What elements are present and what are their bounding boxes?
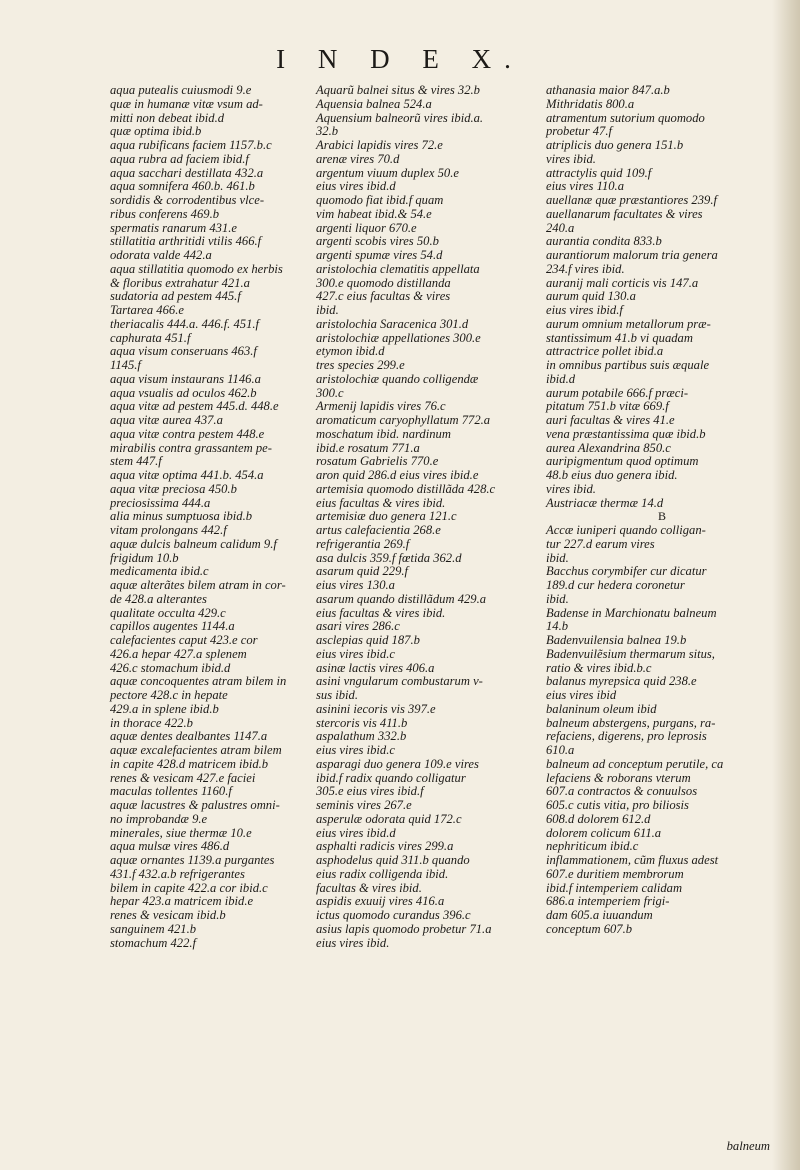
index-entry: quæ in humanæ vitæ vsum ad- xyxy=(110,96,263,111)
index-entry: ibid.f intemperiem calidam xyxy=(546,880,683,895)
index-entry: etymon ibid.d xyxy=(316,344,385,359)
index-entry: asari vires 286.c xyxy=(316,619,400,634)
index-entry: bilem in capite 422.a cor ibid.c xyxy=(110,880,268,895)
index-entry: aqua vitæ preciosa 450.b xyxy=(110,481,237,496)
index-entry: tres species 299.e xyxy=(316,358,405,372)
index-entry: 189.d cur hedera coronetur xyxy=(546,578,685,592)
index-column-2 xyxy=(316,84,548,950)
index-entry: conceptum 607.b xyxy=(546,921,633,936)
index-column-3-a-entries xyxy=(546,84,778,510)
index-entry: eius facultas & vires ibid. xyxy=(316,495,446,510)
index-entry: eius vires ibid.c xyxy=(316,743,395,757)
index-entry: aqua putealis cuiusmodi 9.e xyxy=(110,83,252,97)
index-entry: aspidis exuuij vires 416.a xyxy=(316,894,445,909)
index-entry: stomachum 422.f xyxy=(110,935,197,950)
index-entry: dolorem colicum 611.a xyxy=(546,825,662,840)
index-entry: eius vires ibid.d xyxy=(316,179,396,194)
index-entry: ibid.e rosatum 771.a xyxy=(316,440,420,455)
index-entry: vim habeat ibid.& 54.e xyxy=(316,206,432,221)
index-entry: argenti scobis vires 50.b xyxy=(316,234,439,249)
index-entry: asa dulcis 359.f fœtida 362.d xyxy=(316,550,462,565)
index-entry: aquæ ornantes 1139.a purgantes xyxy=(110,853,275,867)
catchword: balneum xyxy=(726,1139,770,1154)
index-entry: sanguinem 421.b xyxy=(110,921,197,936)
index-entry: spermatis ranarum 431.e xyxy=(110,220,237,235)
index-entry: aquæ concoquentes atram bilem in xyxy=(110,674,287,689)
index-entry: aristolochia Saracenica 301.d xyxy=(316,316,469,331)
index-entry: aqua stillatitia quomodo ex herbis xyxy=(110,261,283,276)
index-entry: aqua rubificans faciem 1157.b.c xyxy=(110,138,272,152)
index-entry: attractylis quid 109.f xyxy=(546,165,652,180)
index-entry: ibid. xyxy=(316,303,339,317)
index-entry: ratio & vires ibid.b.c xyxy=(546,660,652,675)
index-entry: stillatitia arthritidi vtilis 466.f xyxy=(110,234,262,249)
index-entry: asparagi duo genera 109.e vires xyxy=(316,756,479,771)
index-entry: moschatum ibid. nardinum xyxy=(316,426,451,441)
index-entry: facultas & vires ibid. xyxy=(316,880,422,895)
index-entry: qualitate occulta 429.c xyxy=(110,605,226,620)
index-entry: aqua mulsæ vires 486.d xyxy=(110,839,230,854)
index-entry: 610.a xyxy=(546,743,575,757)
index-entry: 605.c cutis vitia, pro biliosis xyxy=(546,798,689,812)
index-entry: ribus conferens 469.b xyxy=(110,206,220,221)
index-entry: Accæ iuniperi quando colligan- xyxy=(546,523,706,537)
index-entry: balanus myrepsica quid 238.e xyxy=(546,674,697,689)
index-entry: Badense in Marchionatu balneum xyxy=(546,605,717,620)
index-column-1 xyxy=(110,84,342,950)
index-entry: ibid.d xyxy=(546,371,576,386)
index-entry: athanasia maior 847.a.b xyxy=(546,83,670,97)
index-entry: aqua somnifera 460.b. 461.b xyxy=(110,179,255,194)
index-entry: calefacientes caput 423.e cor xyxy=(110,633,258,647)
index-entry: aristolochiæ quando colligendæ xyxy=(316,371,479,386)
index-entry: pectore 428.c in hepate xyxy=(110,688,228,702)
index-entry: 607.a contractos & conuulsos xyxy=(546,784,698,799)
index-entry: vires ibid. xyxy=(546,481,596,496)
index-entry: argenti spumæ vires 54.d xyxy=(316,248,443,262)
index-entry: Armenij lapidis vires 76.c xyxy=(316,399,446,414)
index-entry: aquæ dulcis balneum calidum 9.f xyxy=(110,536,277,551)
index-entry: asarum quid 229.f xyxy=(316,564,409,579)
index-entry: auripigmentum quod optimum xyxy=(546,454,699,469)
index-entry: vires ibid. xyxy=(546,151,596,166)
index-entry: Austriacæ thermæ 14.d xyxy=(546,495,664,510)
index-entry: 300.e quomodo distillanda xyxy=(316,275,451,290)
index-entry: Aquensium balneorũ vires ibid.a. xyxy=(316,110,484,125)
index-entry: aristolochiæ appellationes 300.e xyxy=(316,330,481,345)
index-entry: aspalathum 332.b xyxy=(316,729,407,744)
index-entry: 427.c eius facultas & vires xyxy=(316,289,451,304)
index-entry: eius vires 110.a xyxy=(546,179,624,194)
index-entry: refaciens, digerens, pro leprosis xyxy=(546,729,707,744)
index-entry: aron quid 286.d eius vires ibid.e xyxy=(316,468,479,482)
index-entry: alia minus sumptuosa ibid.b xyxy=(110,509,253,524)
index-entry: & floribus extrahatur 421.a xyxy=(110,275,250,290)
index-entry: 431.f 432.a.b refrigerantes xyxy=(110,866,245,881)
index-entry: 240.a xyxy=(546,220,575,235)
index-entry: artus calefacientia 268.e xyxy=(316,523,441,537)
index-entry: 686.a intemperiem frigi- xyxy=(546,894,670,909)
index-entry: Tartarea 466.e xyxy=(110,303,184,317)
index-entry: aurantiorum malorum tria genera xyxy=(546,248,718,262)
index-entry: 48.b eius duo genera ibid. xyxy=(546,468,678,482)
index-entry: eius vires ibid. xyxy=(316,935,390,950)
index-entry: medicamenta ibid.c xyxy=(110,564,209,579)
index-entry: 426.c stomachum ibid.d xyxy=(110,660,231,675)
index-entry: Badenvuilensia balnea 19.b xyxy=(546,633,687,647)
index-entry: Arabici lapidis vires 72.e xyxy=(316,138,443,152)
index-entry: aqua vitæ ad pestem 445.d. 448.e xyxy=(110,399,279,414)
index-column-3-b-entries xyxy=(546,524,778,937)
index-entry: aqua visum conseruans 463.f xyxy=(110,344,257,359)
index-entry: maculas tollentes 1160.f xyxy=(110,784,232,799)
index-entry: auellanarum facultates & vires xyxy=(546,206,703,221)
index-entry: balneum ad conceptum perutile, ca xyxy=(546,756,724,771)
index-entry: dam 605.a iuuandum xyxy=(546,908,653,922)
index-entry: aqua rubra ad faciem ibid.f xyxy=(110,151,249,166)
index-entry: eius vires ibid xyxy=(546,688,617,702)
index-entry: sudatoria ad pestem 445.f xyxy=(110,289,241,304)
index-entry: quæ optima ibid.b xyxy=(110,124,202,139)
index-entry: renes & vesicam ibid.b xyxy=(110,908,226,922)
index-entry: eius facultas & vires ibid. xyxy=(316,605,446,620)
index-entry: aqua vitæ contra pestem 448.e xyxy=(110,426,265,441)
index-entry: asinini iecoris vis 397.e xyxy=(316,701,436,716)
index-entry: aquæ lacustres & palustres omni- xyxy=(110,798,280,812)
index-entry: aquæ alterãtes bilem atram in cor- xyxy=(110,578,286,592)
index-entry: 1145.f xyxy=(110,358,141,372)
index-entry: asarum quando distillãdum 429.a xyxy=(316,591,487,606)
index-entry: 608.d dolorem 612.d xyxy=(546,811,651,826)
index-entry: asinæ lactis vires 406.a xyxy=(316,660,435,675)
index-entry: lefaciens & roborans vterum xyxy=(546,770,691,785)
index-entry: arenæ vires 70.d xyxy=(316,151,400,166)
index-entry: seminis vires 267.e xyxy=(316,798,412,812)
index-entry: 14.b xyxy=(546,619,569,634)
section-letter: B xyxy=(657,509,666,524)
index-entry: odorata valde 442.a xyxy=(110,248,212,262)
index-entry: argenti liquor 670.e xyxy=(316,220,417,235)
index-entry: aurum potabile 666.f præci- xyxy=(546,385,689,400)
index-entry: asini vngularum combustarum v- xyxy=(316,674,483,689)
index-entry: ibid. xyxy=(546,591,569,606)
index-entry: vitam prolongans 442.f xyxy=(110,523,227,537)
index-entry: quomodo fiat ibid.f quam xyxy=(316,193,444,207)
index-entry: aurantia condita 833.b xyxy=(546,234,662,249)
index-entry: frigidum 10.b xyxy=(110,550,179,565)
index-entry: 32.b xyxy=(316,124,339,139)
index-entry: aqua vitæ aurea 437.a xyxy=(110,413,223,427)
index-entry: eius vires ibid.f xyxy=(546,303,623,317)
index-entry: argentum viuum duplex 50.e xyxy=(316,165,459,180)
index-entry: 429.a in splene ibid.b xyxy=(110,701,219,716)
index-entry: artemisiæ duo genera 121.c xyxy=(316,509,457,524)
index-entry: de 428.a alterantes xyxy=(110,591,207,606)
index-entry: ibid.f radix quando colligatur xyxy=(316,770,466,785)
index-entry: mirabilis contra grassantem pe- xyxy=(110,440,272,455)
index-entry: artemisia quomodo distillãda 428.c xyxy=(316,481,496,496)
index-entry: sordidis & corrodentibus vlce- xyxy=(110,193,265,207)
index-column-3 xyxy=(546,84,778,937)
index-entry: rosatum Gabrielis 770.e xyxy=(316,454,439,469)
index-entry: 300.c xyxy=(316,385,344,400)
index-entry: asius lapis quomodo probetur 71.a xyxy=(316,921,492,936)
index-entry: 305.e eius vires ibid.f xyxy=(316,784,424,799)
index-entry: preciosissima 444.a xyxy=(110,495,211,510)
index-entry: eius vires ibid.c xyxy=(316,646,395,661)
index-entry: auranij mali corticis vis 147.a xyxy=(546,275,699,290)
index-entry: mitti non debeat ibid.d xyxy=(110,110,225,125)
index-entry: minerales, siue thermæ 10.e xyxy=(110,825,252,840)
index-entry: atriplicis duo genera 151.b xyxy=(546,138,684,152)
index-entry: aqua vitæ optima 441.b. 454.a xyxy=(110,468,264,482)
index-entry: Aquensia balnea 524.a xyxy=(316,96,432,111)
index-entry: no improbandæ 9.e xyxy=(110,811,208,826)
index-entry: balneum abstergens, purgans, ra- xyxy=(546,715,716,730)
index-entry: Badenvuilẽsium thermarum situs, xyxy=(546,646,715,661)
index-entry: hepar 423.a matricem ibid.e xyxy=(110,894,254,909)
index-entry: stercoris vis 411.b xyxy=(316,715,408,730)
index-entry: nephriticum ibid.c xyxy=(546,839,639,854)
index-entry: eius vires ibid.d xyxy=(316,825,396,840)
page-title: I N D E X. xyxy=(276,44,524,74)
index-entry: theriacalis 444.a. 446.f. 451.f xyxy=(110,316,260,331)
index-entry: attractrice pollet ibid.a xyxy=(546,344,664,359)
index-entry: asphalti radicis vires 299.a xyxy=(316,839,454,854)
index-entry: aurea Alexandrina 850.c xyxy=(546,440,671,455)
index-entry: aurum quid 130.a xyxy=(546,289,636,304)
index-entry: aqua visum instaurans 1146.a xyxy=(110,371,261,386)
index-entry: aquæ dentes dealbantes 1147.a xyxy=(110,729,268,744)
index-entry: 607.e duritiem membrorum xyxy=(546,866,684,881)
index-entry: sus ibid. xyxy=(316,688,358,702)
index-entry: aristolochia clematitis appellata xyxy=(316,261,480,276)
index-entry: asperulæ odorata quid 172.c xyxy=(316,811,462,826)
index-entry: aquæ excalefacientes atram bilem xyxy=(110,743,282,757)
index-entry: in capite 428.d matricem ibid.b xyxy=(110,756,269,771)
index-entry: asclepias quid 187.b xyxy=(316,633,420,647)
index-entry: stem 447.f xyxy=(110,454,162,469)
index-entry: in thorace 422.b xyxy=(110,715,193,730)
index-entry: Bacchus corymbifer cur dicatur xyxy=(546,564,707,579)
index-entry: aqua sacchari destillata 432.a xyxy=(110,165,264,180)
index-entry: aurum omnium metallorum præ- xyxy=(546,316,711,331)
index-entry: ictus quomodo curandus 396.c xyxy=(316,908,471,922)
index-entry: eius radix colligenda ibid. xyxy=(316,866,449,881)
index-entry: eius vires 130.a xyxy=(316,578,395,592)
index-entry: atramentum sutorium quomodo xyxy=(546,110,705,125)
index-entry: inflammationem, cũm fluxus adest xyxy=(546,853,719,867)
index-entry: capillos augentes 1144.a xyxy=(110,619,235,634)
index-entry: caphurata 451.f xyxy=(110,330,191,345)
index-entry: pitatum 751.b vitæ 669.f xyxy=(546,399,669,414)
index-entry: stantissimum 41.b vi quadam xyxy=(546,330,693,345)
index-entry: in omnibus partibus suis æquale xyxy=(546,358,710,372)
index-entry: ibid. xyxy=(546,550,569,565)
index-entry: aromaticum caryophyllatum 772.a xyxy=(316,413,491,427)
index-entry: auellanæ quæ præstantiores 239.f xyxy=(546,193,717,207)
index-entry: Aquarũ balnei situs & vires 32.b xyxy=(316,83,480,97)
index-entry: auri facultas & vires 41.e xyxy=(546,413,675,427)
index-entry: vena præstantissima quæ ibid.b xyxy=(546,426,706,441)
index-entry: balaninum oleum ibid xyxy=(546,701,657,716)
index-entry: aqua vsualis ad oculos 462.b xyxy=(110,385,257,400)
index-entry: renes & vesicam 427.e faciei xyxy=(110,770,256,785)
index-entry: asphodelus quid 311.b quando xyxy=(316,853,470,867)
index-entry: Mithridatis 800.a xyxy=(546,96,635,111)
index-entry: 234.f vires ibid. xyxy=(546,261,625,276)
index-entry: probetur 47.f xyxy=(546,124,613,139)
index-entry: refrigerantia 269.f xyxy=(316,536,410,551)
index-entry: 426.a hepar 427.a splenem xyxy=(110,646,247,661)
index-entry: tur 227.d earum vires xyxy=(546,536,655,551)
